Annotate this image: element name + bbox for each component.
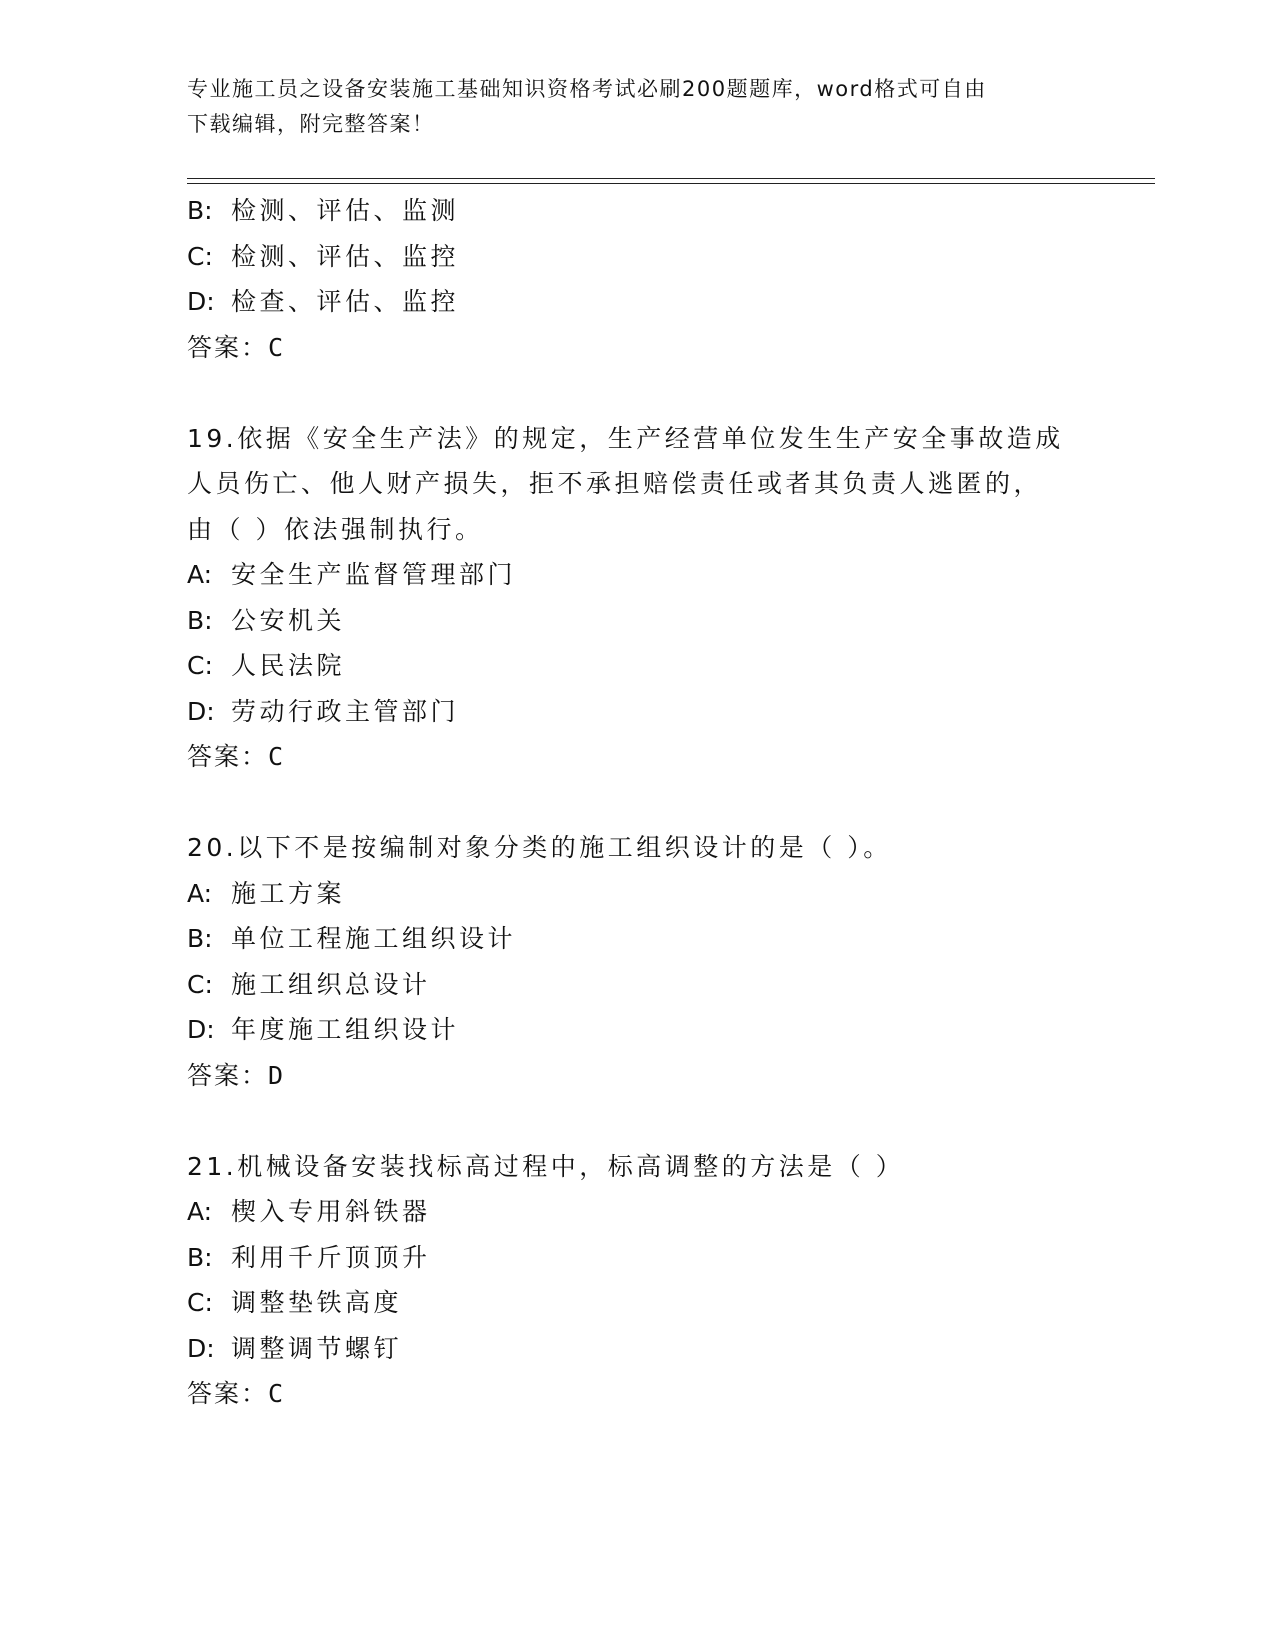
option-c <box>187 234 1087 280</box>
option-text: 调整垫铁高度 <box>231 1288 403 1317</box>
question-stem: 21.机械设备安装找标高过程中，标高调整的方法是（ ） <box>187 1151 905 1181</box>
option-label: C: <box>187 1288 213 1317</box>
option-b <box>187 1235 1087 1281</box>
answer-value: C <box>268 1379 287 1408</box>
option-label: A: <box>187 878 213 908</box>
option-b <box>187 188 1087 234</box>
question-stem: 20.以下不是按编制对象分类的施工组织设计的是（ ）。 <box>187 833 892 862</box>
header-divider-bottom <box>187 183 1155 184</box>
option-c <box>187 1280 1087 1326</box>
header-title-line-1: 专业施工员之设备安装施工基础知识资格考试必刷200题题库，word格式可自由 <box>187 77 987 101</box>
answer-label: 答案： <box>187 332 269 362</box>
answer-line <box>187 1053 1087 1099</box>
option-a <box>187 552 1087 598</box>
option-label: B: <box>187 605 213 635</box>
option-text: 检查、评估、监控 <box>231 287 460 316</box>
option-label: B: <box>187 924 213 953</box>
option-label: D: <box>187 287 215 316</box>
answer-line <box>187 1371 1087 1417</box>
option-text: 劳动行政主管部门 <box>231 696 460 726</box>
option-label: C: <box>187 241 213 271</box>
option-c <box>187 962 1087 1008</box>
option-text: 施工组织总设计 <box>231 969 431 999</box>
option-text: 安全生产监督管理部门 <box>231 560 517 589</box>
option-text: 施工方案 <box>231 878 346 908</box>
question-21 <box>187 1144 1087 1417</box>
answer-value: D <box>268 1060 287 1090</box>
option-label: B: <box>187 196 213 225</box>
option-label: C: <box>187 969 213 999</box>
option-b <box>187 916 1087 962</box>
option-c <box>187 643 1087 689</box>
option-text: 利用千斤顶顶升 <box>231 1242 431 1272</box>
option-d <box>187 1326 1087 1372</box>
option-text: 人民法院 <box>231 651 346 680</box>
option-a <box>187 871 1087 917</box>
option-text: 单位工程施工组织设计 <box>231 924 517 953</box>
option-b <box>187 598 1087 644</box>
question-list <box>187 188 1087 1417</box>
header-divider-top <box>187 178 1155 179</box>
answer-value: C <box>268 332 287 362</box>
answer-line <box>187 325 1087 371</box>
option-d <box>187 1007 1087 1053</box>
answer-line <box>187 734 1087 780</box>
option-label: D: <box>187 1015 215 1044</box>
answer-label: 答案： <box>187 1060 269 1090</box>
answer-label: 答案： <box>187 1379 269 1408</box>
question-20 <box>187 825 1087 1098</box>
option-text: 调整调节螺钉 <box>231 1333 403 1363</box>
answer-value: C <box>268 742 287 771</box>
option-label: B: <box>187 1242 213 1272</box>
option-text: 检测、评估、监控 <box>231 241 460 271</box>
option-text: 年度施工组织设计 <box>231 1015 460 1044</box>
option-text: 公安机关 <box>231 605 346 635</box>
option-label: C: <box>187 651 213 680</box>
header-title-line-2: 下载编辑，附完整答案！ <box>187 112 435 136</box>
option-d <box>187 689 1087 735</box>
question-stem: 19.依据《安全生产法》的规定，生产经营单位发生生产安全事故造成 <box>187 423 1064 453</box>
option-text: 楔入专用斜铁器 <box>231 1197 431 1226</box>
option-label: D: <box>187 696 215 726</box>
option-label: A: <box>187 560 213 589</box>
page-header <box>187 72 1087 142</box>
option-d <box>187 279 1087 325</box>
question-stem: 由（ ）依法强制执行。 <box>187 514 484 544</box>
option-a <box>187 1189 1087 1235</box>
option-text: 检测、评估、监测 <box>231 196 460 225</box>
answer-label: 答案： <box>187 742 269 771</box>
option-label: D: <box>187 1333 215 1363</box>
question-19 <box>187 416 1087 780</box>
question-stem: 人员伤亡、他人财产损失，拒不承担赔偿责任或者其负责人逃匿的， <box>187 469 1043 498</box>
question-18 <box>187 188 1087 370</box>
option-label: A: <box>187 1197 213 1226</box>
